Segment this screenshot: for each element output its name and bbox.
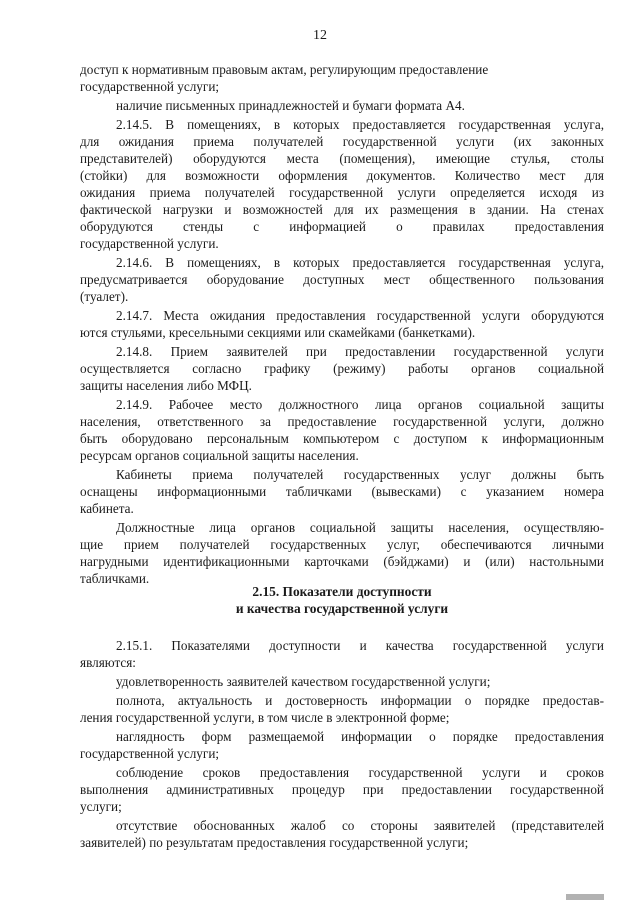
text-line: для ожидания приема получателей государственной услуги (их законных — [80, 134, 604, 149]
text-line: ления государственной услуги, в том числе в электронной форме; — [80, 710, 450, 725]
text-line: 2.14.9. Рабочее место должностного лица органов социальной защиты — [116, 397, 604, 412]
text-line: государственной услуги; — [80, 746, 220, 761]
text-line: кабинета. — [80, 501, 134, 516]
text-line: осуществляется согласно графику (режиму) работы органов социальной — [80, 361, 604, 376]
text-line: выполнения административных процедур при предоставлении государственной — [80, 782, 604, 797]
text-line: представителей) оборудуются места (помещения), имеющие стулья, столы — [80, 151, 604, 166]
text-line: наглядность форм размещаемой информации о порядке предоставления — [116, 729, 604, 744]
text-line: отсутствие обоснованных жалоб со стороны заявителей (представителей — [116, 818, 604, 833]
text-line: табличками. — [80, 571, 150, 586]
text-line: наличие письменных принадлежностей и бумаги формата А4. — [116, 98, 465, 113]
text-line: заявителей) по результатам предоставления государственной услуги; — [80, 835, 469, 850]
text-line: соблюдение сроков предоставления государственной услуги и сроков — [116, 765, 604, 780]
text-line: ются стульями, кресельными секциями или скамейками (банкетками). — [80, 325, 476, 340]
text-line: 2.15.1. Показателями доступности и качества государственной услуги — [116, 638, 604, 653]
text-line: 2.14.8. Прием заявителей при предоставлении государственной услуги — [116, 344, 604, 359]
scan-artifact-mark — [566, 894, 604, 900]
text-line: доступ к нормативным правовым актам, регулирующим предоставление — [80, 62, 489, 77]
text-line: услуги; — [80, 799, 122, 814]
text-line: полнота, актуальность и достоверность информации о порядке предостав- — [116, 693, 604, 708]
section-heading-line-1: 2.15. Показатели доступности — [252, 584, 432, 599]
text-line: оборудуются стенды с информацией о правилах предоставления — [80, 219, 604, 234]
section-heading-line-2: и качества государственной услуги — [235, 601, 449, 616]
text-line: (туалет). — [80, 289, 129, 304]
page-number: 12 — [313, 28, 327, 43]
text-line: Должностные лица органов социальной защиты населения, осуществляю- — [116, 520, 604, 535]
text-line: ресурсам органов социальной защиты населения. — [80, 448, 359, 463]
text-line: ожидания приема получателей государственной услуги определяется исходя из — [80, 185, 604, 200]
text-line: Кабинеты приема получателей государственных услуг должны быть — [116, 467, 604, 482]
text-line: 2.14.7. Места ожидания предоставления государственной услуги оборудуются — [116, 308, 604, 323]
text-line: населения, ответственного за предоставление государственной услуги, должно — [80, 414, 604, 429]
text-line: оснащены информационными табличками (вывесками) с указанием номера — [80, 484, 604, 499]
text-line: (стойки) для возможности оформления документов. Количество мест для — [80, 168, 604, 183]
text-line: государственной услуги. — [80, 236, 219, 251]
text-line: фактической нагрузки и возможностей для их размещения в здании. На стенах — [80, 202, 604, 217]
text-line: защиты населения либо МФЦ. — [80, 378, 252, 393]
text-line: 2.14.6. В помещениях, в которых предоставляется государственная услуга, — [116, 255, 604, 270]
text-line: быть оборудовано персональным компьютером с доступом к информационным — [80, 431, 604, 446]
text-line: нагрудными идентификационными карточками (бэйджами) и (или) настольными — [80, 554, 604, 569]
text-line: 2.14.5. В помещениях, в которых предоставляется государственная услуга, — [116, 117, 604, 132]
text-line: государственной услуги; — [80, 79, 220, 94]
text-line: щие прием получателей государственных услуг, обеспечиваются личными — [80, 537, 604, 552]
text-line: являются: — [80, 655, 136, 670]
text-line: удовлетворенность заявителей качеством государственной услуги; — [116, 674, 491, 689]
text-line: предусматривается оборудование доступных мест общественного пользования — [80, 272, 604, 287]
